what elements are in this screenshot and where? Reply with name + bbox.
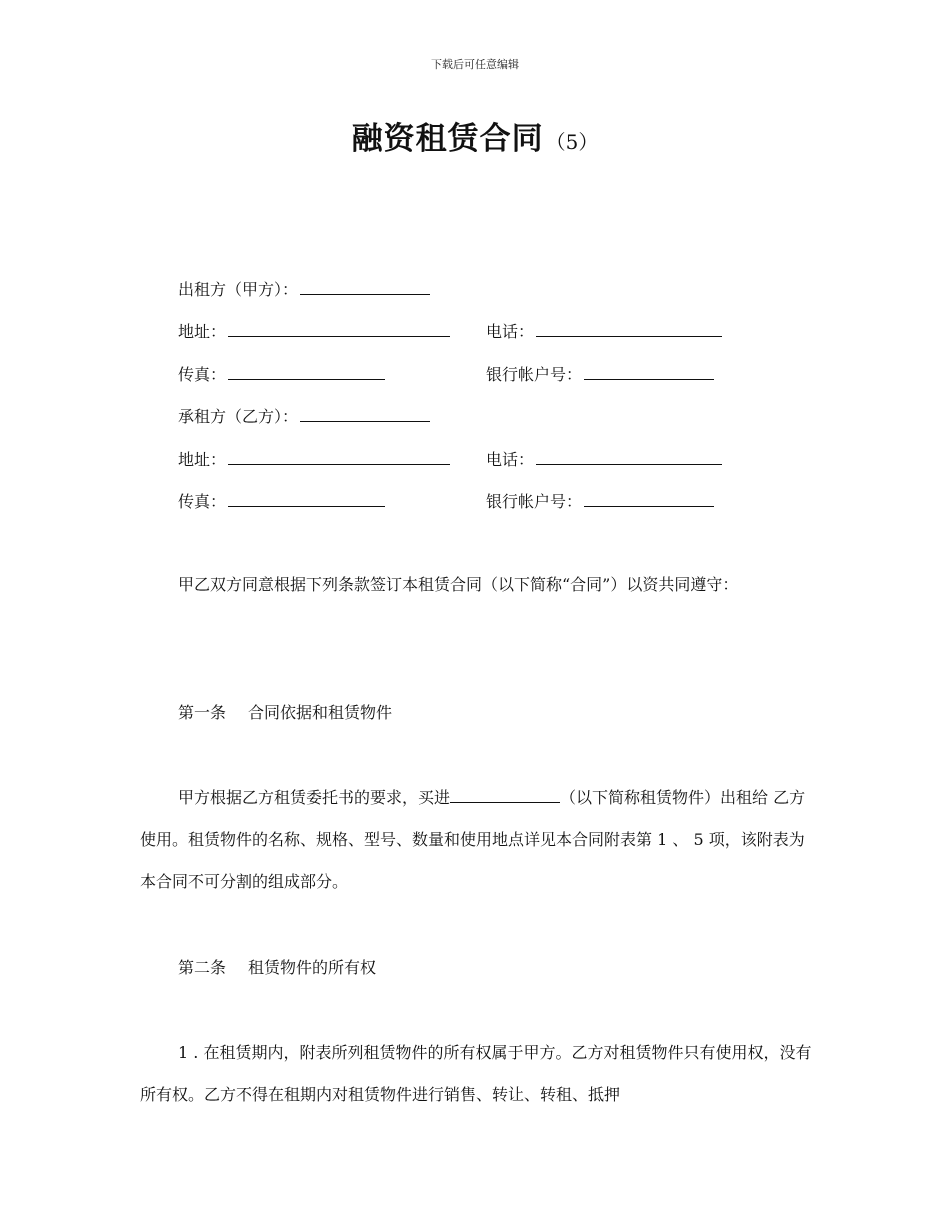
- title-main: 融资租赁合同: [351, 121, 544, 157]
- article2-number: 第二条: [178, 958, 227, 977]
- article1-text-before: 甲方根据乙方租赁委托书的要求，买进: [178, 788, 451, 807]
- party-b-address-blank[interactable]: [228, 446, 450, 465]
- party-b-fax-label: 传真：: [178, 492, 227, 511]
- party-a-bank-blank[interactable]: [584, 361, 714, 380]
- party-a-bank-label: 银行帐户号：: [486, 365, 583, 384]
- party-a-fax-label: 传真：: [178, 365, 227, 384]
- article2-heading: [178, 956, 376, 980]
- preamble-text: 甲乙双方同意根据下列条款签订本租赁合同（以下简称“合同”）以资共同遵守：: [178, 575, 739, 594]
- party-b-name-label: 承租方（乙方）：: [178, 407, 299, 426]
- party-a-address-field: [178, 318, 450, 342]
- title-suffix: （5）: [545, 130, 599, 154]
- party-b-fax-field: [178, 488, 385, 512]
- party-a-address-blank[interactable]: [228, 318, 450, 337]
- party-b-address-label: 地址：: [178, 450, 227, 469]
- party-a-fax-blank[interactable]: [228, 361, 385, 380]
- party-b-phone-field: [486, 446, 722, 470]
- document-title: [0, 113, 950, 158]
- article2-clause1-paragraph: [140, 1032, 812, 1116]
- party-b-bank-label: 银行帐户号：: [486, 492, 583, 511]
- party-b-phone-label: 电话：: [486, 450, 535, 469]
- party-b-fax-blank[interactable]: [228, 488, 385, 507]
- party-a-address-label: 地址：: [178, 322, 227, 341]
- article2-clause1-text: 1 . 在租赁期内，附表所列租赁物件的所有权属于甲方。乙方对租赁物件只有使用权，没有所有权。乙方不得在租期内对租赁物件进行销售、转让、转租、抵押: [140, 1043, 812, 1104]
- party-a-bank-field: [486, 361, 714, 385]
- party-b-name-blank[interactable]: [300, 403, 430, 422]
- preamble-paragraph: [140, 564, 812, 606]
- party-a-fax-field: [178, 361, 385, 385]
- party-b-phone-blank[interactable]: [536, 446, 722, 465]
- party-b-bank-field: [486, 488, 714, 512]
- party-a-name-blank[interactable]: [300, 276, 430, 295]
- article1-text-after: （以下简称租赁物件）出租给 乙方使用。租赁物件的名称、规格、型号、数量和使用地点详见本合同附表第 1 、 5 项，该附表为本合同不可分割的组成部分。: [140, 788, 806, 891]
- header-note: 下载后可任意编辑: [431, 58, 519, 71]
- article1-item-blank[interactable]: [450, 784, 560, 803]
- party-b-bank-blank[interactable]: [584, 488, 714, 507]
- article1-paragraph: [140, 777, 812, 903]
- article1-number: 第一条: [178, 703, 227, 722]
- party-b-name-field: [178, 403, 430, 427]
- party-a-name-field: [178, 276, 430, 300]
- article1-title: 合同依据和租赁物件: [248, 703, 393, 722]
- article2-title: 租赁物件的所有权: [248, 958, 377, 977]
- party-a-phone-label: 电话：: [486, 322, 535, 341]
- party-a-name-label: 出租方（甲方）：: [178, 280, 299, 299]
- party-b-address-field: [178, 446, 450, 470]
- article1-heading: [178, 701, 392, 725]
- party-a-phone-field: [486, 318, 722, 342]
- party-a-phone-blank[interactable]: [536, 318, 722, 337]
